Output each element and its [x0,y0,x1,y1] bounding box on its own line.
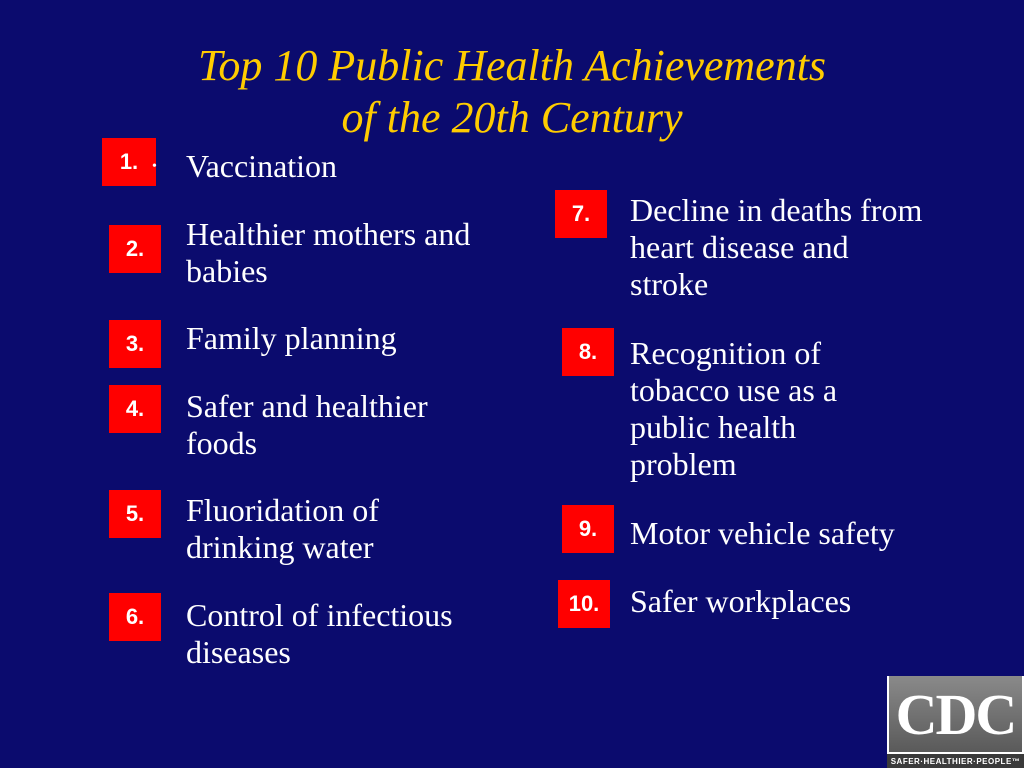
item-family-planning: Family planning [186,320,397,356]
badge-3: 3. [109,320,161,368]
item-motor-vehicle: Motor vehicle safety [630,515,895,551]
item-tobacco: Recognition of tobacco use as a public health problem [630,335,838,482]
badge-4: 4. [109,385,161,433]
badge-5: 5. [109,490,161,538]
item-safer-workplaces: Safer workplaces [630,583,852,619]
item-heart-disease: Decline in deaths from heart disease and stroke [630,192,923,302]
slide-title [0,40,1024,144]
badge-10: 10. [558,580,610,628]
item-safer-foods: Safer and healthier foods [186,388,428,461]
badge-6: 6. [109,593,161,641]
badge-8: 8. [562,328,614,376]
bullet-dot: • [152,159,157,174]
badge-7: 7. [555,190,607,238]
item-fluoridation: Fluoridation of drinking water [186,492,379,565]
item-vaccination: Vaccination [186,148,338,184]
item-healthier-mothers: Healthier mothers and babies [186,216,471,289]
item-infectious-diseases: Control of infectious diseases [186,597,453,670]
badge-2: 2. [109,225,161,273]
cdc-logo-tagline: SAFER·HEALTHIER·PEOPLE™ [887,754,1024,768]
title-line-1: Top 10 Public Health Achievements [197,41,827,90]
cdc-logo [887,676,1024,768]
cdc-logo-mark: CDC [889,676,1022,752]
badge-1: 1. [102,138,156,186]
title-line-2: of the 20th Century [341,93,683,142]
badge-9: 9. [562,505,614,553]
